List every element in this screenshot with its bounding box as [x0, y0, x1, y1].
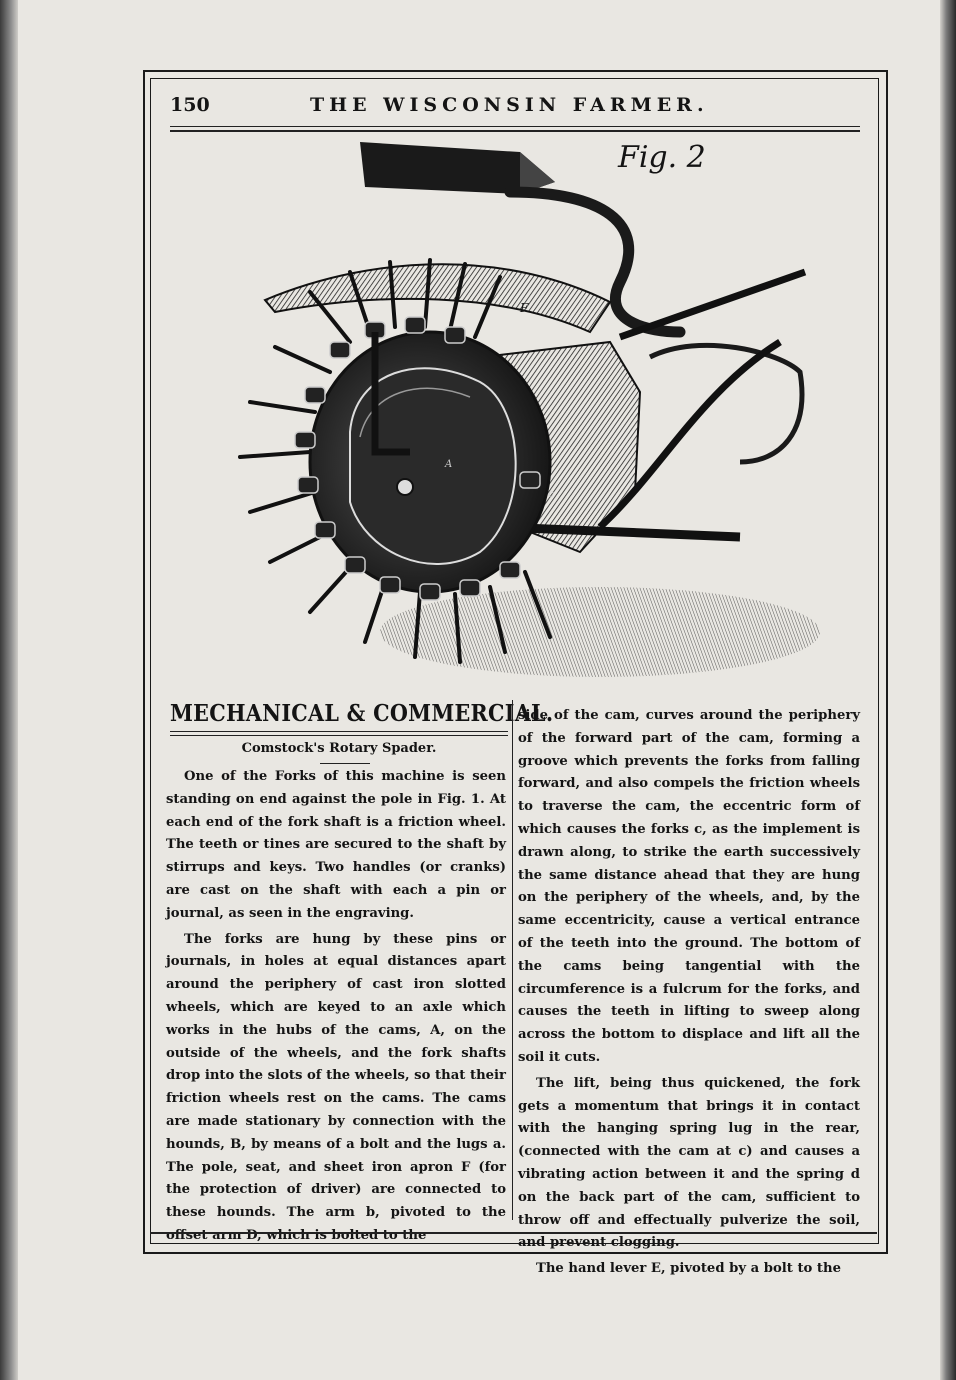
figure-letter-f: F [520, 301, 529, 315]
figure-letter-c: c [548, 489, 554, 500]
right-column [518, 705, 860, 1281]
section-rule [170, 731, 508, 732]
bottom-rule [150, 1232, 877, 1234]
page-number: 150 [170, 94, 210, 116]
running-head [170, 92, 860, 122]
rotary-spader-engraving [180, 132, 820, 692]
scan-edge-right [940, 0, 956, 1380]
driver-seat [360, 142, 555, 194]
column-divider [512, 700, 513, 1220]
ground-shadow [380, 587, 820, 677]
paragraph: The hand lever E, pivoted by a bolt to the [536, 1261, 841, 1277]
article-title-rule [320, 763, 370, 764]
left-column [166, 766, 506, 1248]
pole [620, 272, 805, 337]
paragraph: One of the Forks of this machine is seen standing on end against the pole in Fig. 1. At each end of the fork shaft is a friction wheel. The teeth or tines are secured to the shaft by stirrups and keys. Two handles (or cranks) are cast on the shaft with each a pin or journal, as seen in the engraving. [166, 769, 506, 921]
paragraph: side of the cam, curves around the periphery of the forward part of the cam, forming a groove which prevents the forks from falling forward, and also compels the friction wheels to traverse the cam, the eccentric form of which causes the forks c, as the implement is drawn along, to strike the earth successively the same distance ahead that they are hung on the periphery of the wheels, and, by the same eccentricity, cause a vertical entrance of the teeth into the ground. The bottom of the cams being tangential with the circumference is a fulcrum for the forks, and causes the teeth in lifting to sweep along across the bottom to displace and lift all the soil it cuts. [518, 708, 860, 1065]
hub-bolt [397, 479, 413, 495]
scan-edge-left [0, 0, 18, 1380]
paragraph: The lift, being thus quickened, the fork gets a momentum that brings it in contact with the hanging spring lug in the rear, (connected with the cam at c) and causes a vibrating action between it and the spring d on the back part of the cam, sufficient to throw off and effectually pulverize the soil, and prevent clogging. [518, 1075, 860, 1251]
paragraph: The forks are hung by these pins or journals, in holes at equal distances apart around the periphery of cast iron slotted wheels, which are keyed to an axle which works in the hubs of the cams, A, on the outside of the wheels, and the fork shafts drop into the slots of the wheels, so that their friction wheels rest on the cams. The cams are made stationary by connection with the hounds, B, by means of a bolt and the lugs a. The pole, seat, and sheet iron apron F (for the protection of driver) are connected to these hounds. The arm b, pivoted to the offset arm D, which is bolted to the [166, 931, 506, 1243]
header-rule [170, 126, 860, 127]
figure-label: Fig. 2 [618, 140, 706, 175]
section-rule-double [170, 735, 508, 736]
journal-title: THE WISCONSIN FARMER. [310, 94, 709, 116]
section-title: MECHANICAL & COMMERCIAL. [170, 700, 554, 727]
figure-letter-a: A [445, 459, 453, 470]
article-title: Comstock's Rotary Spader. [241, 741, 437, 756]
